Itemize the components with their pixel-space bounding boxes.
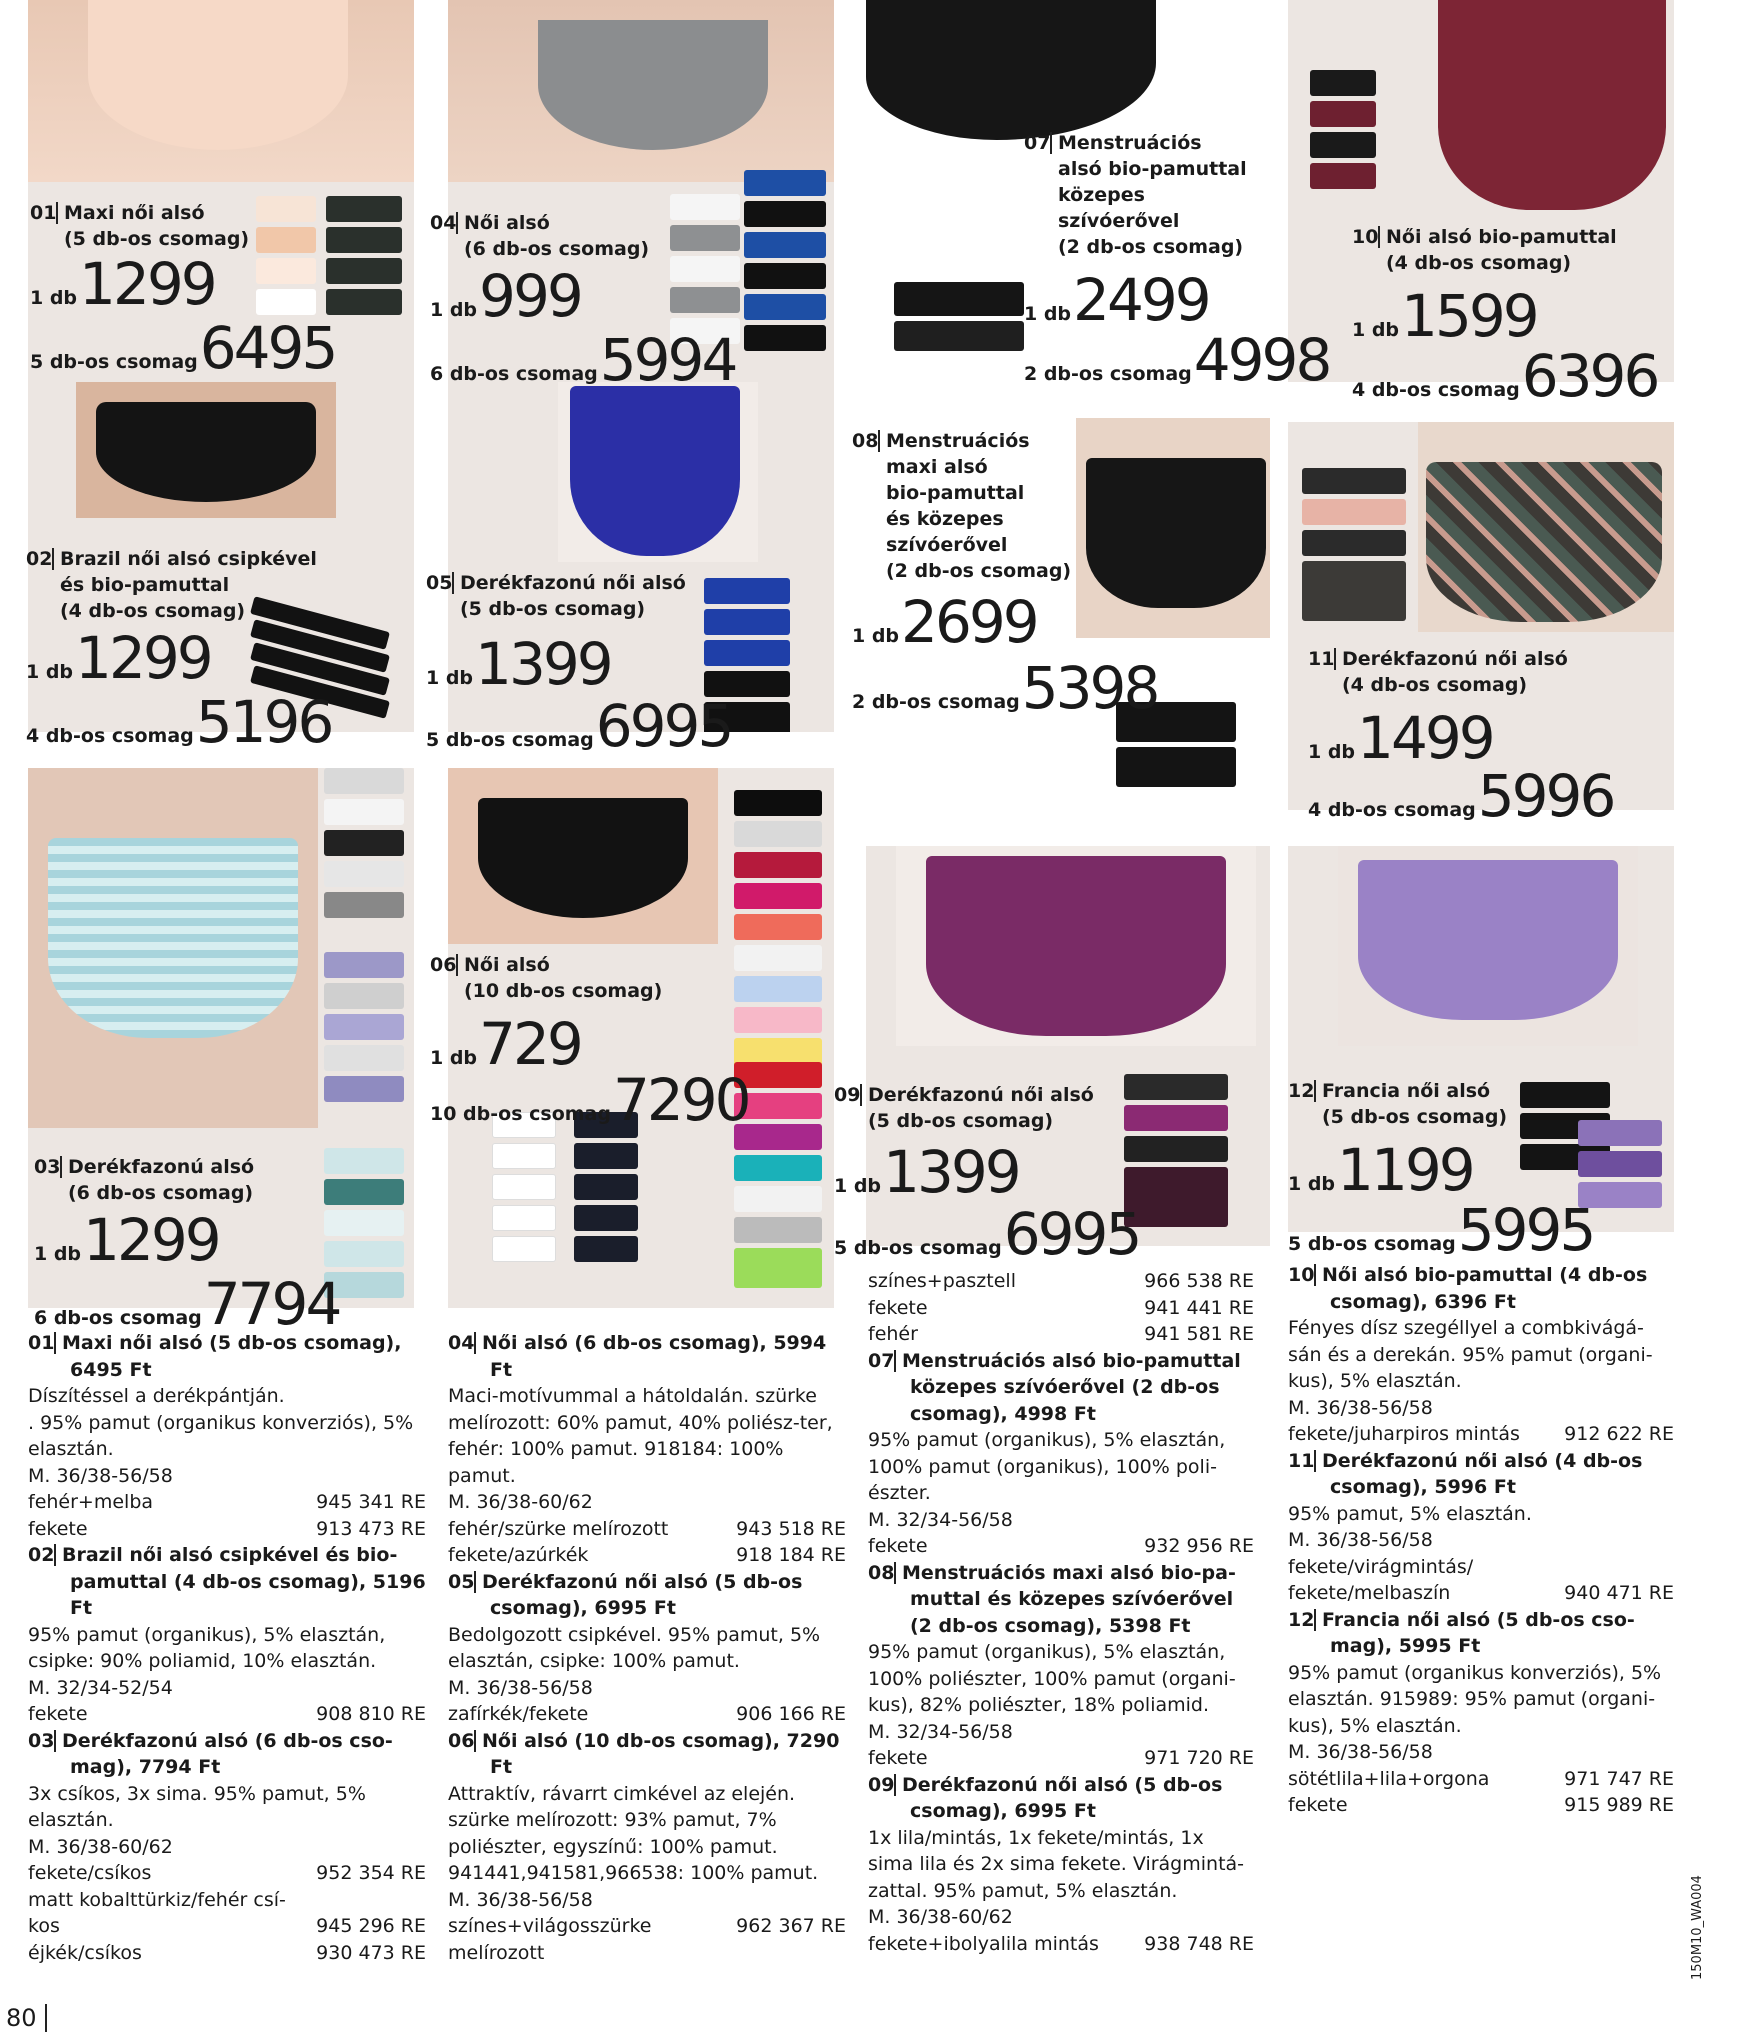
product-number: 12: [1288, 1080, 1315, 1102]
product-title-05: 05 Derékfazonú női alsó (5 db-os csomag): [426, 572, 686, 620]
pack-price-01: [30, 314, 335, 382]
product-number: 11: [1308, 648, 1335, 670]
pack-price-label: 5 db-os csomag: [426, 729, 594, 751]
pack-price-label: 5 db-os csomag: [834, 1237, 1002, 1259]
detail-heading-03: 03 Derékfazonú alsó (6 db-os cso-mag), 7794 Ft: [28, 1729, 393, 1778]
pack-price-value: 5995: [1457, 1196, 1594, 1264]
product-number: 01: [30, 202, 57, 224]
product-title-08: 08 Menstruációs maxi alsó bio-pamuttal és közepes szívóerővel (2 db-os csomag): [852, 430, 1072, 582]
unit-price-12: [1288, 1136, 1473, 1204]
product-photo: [896, 846, 1256, 1046]
pack-image: [744, 170, 826, 356]
product-title-09: 09 Derékfazonú női alsó (5 db-os csomag): [834, 1084, 1094, 1132]
unit-price-label: 1 db: [34, 1243, 82, 1265]
detail-text: Maci-motívummal a hátoldalán. szürke melírozott: 60% pamut, 40% poliész-ter, fehér: 100% pamut. 918184: 100% pamut.: [448, 1385, 833, 1487]
detail-text: M. 36/38-56/58: [448, 1888, 593, 1911]
variant-row: fekete 915 989 RE: [1288, 1794, 1674, 1816]
product-number: 08: [852, 430, 879, 452]
pack-price-07: [1024, 326, 1329, 394]
unit-price-label: 1 db: [852, 625, 900, 647]
product-photo: [558, 382, 758, 562]
pack-image: [324, 952, 404, 1107]
product-photo: [28, 768, 318, 1128]
pack-price-11: [1308, 762, 1613, 830]
variant-row: fekete/juharpiros mintás 912 622 RE: [1288, 1423, 1674, 1445]
detail-text: M. 36/38-56/58: [1288, 1741, 1433, 1763]
variant-row: fekete+ibolyalila mintás 938 748 RE: [868, 1932, 1254, 1955]
pack-image: [1302, 468, 1406, 626]
product-title-07: 07 Menstruációs alsó bio-pamuttal közepes szívóerővel (2 db-os csomag): [1024, 132, 1247, 258]
detail-text: M. 32/34-52/54: [28, 1676, 173, 1699]
unit-price-label: 1 db: [1308, 741, 1356, 763]
unit-price-label: 1 db: [1288, 1173, 1336, 1195]
unit-price-value: 2499: [1073, 266, 1209, 334]
product-number: 06: [430, 954, 457, 976]
pack-price-value: 5196: [195, 688, 332, 756]
pack-price-label: 6 db-os csomag: [430, 363, 598, 385]
detail-text: M. 36/38-60/62: [448, 1491, 593, 1513]
detail-text: M. 36/38-56/58: [448, 1676, 593, 1699]
unit-price-label: 1 db: [426, 667, 474, 689]
pack-price-12: [1288, 1196, 1593, 1264]
pack-price-value: 6995: [1003, 1200, 1140, 1268]
unit-price-value: 1399: [883, 1138, 1019, 1206]
detail-text: Attraktív, rávarrt cimkével az elején. szürke melírozott: 93% pamut, 7% poliészter, egyszínű: 100% pamut. 941441,941581,966538: 100% pamut.: [448, 1782, 819, 1884]
unit-price-value: 2699: [901, 588, 1037, 656]
product-photo: [28, 0, 414, 182]
detail-heading-07: 07 Menstruációs alsó bio-pamuttal közepes szívóerővel (2 db-os csomag), 4998 Ft: [868, 1349, 1241, 1425]
detail-text: 95% pamut (organikus), 5% elasztán, 100% poliészter, 100% pamut (organi-kus), 82% poliészter, 18% poliamid.: [868, 1641, 1236, 1716]
pack-price-value: 6495: [199, 314, 336, 382]
pack-price-value: 4998: [1193, 326, 1330, 394]
unit-price-value: 1399: [475, 630, 611, 698]
detail-text: Fényes dísz szegéllyel a combkivágá-sán és a derekán. 95% pamut (organi-kus), 5% elasztán.: [1288, 1317, 1653, 1392]
detail-column-2: [448, 1330, 846, 1966]
variant-row: fekete/azúrkék 918 184 RE: [448, 1544, 846, 1566]
variant-row: kos 945 296 RE: [28, 1915, 426, 1937]
unit-price-value: 1599: [1401, 282, 1537, 350]
pack-price-label: 6 db-os csomag: [34, 1307, 202, 1329]
unit-price-08: [852, 588, 1037, 656]
pack-image: [734, 790, 822, 1083]
pack-price-value: 6396: [1521, 342, 1658, 410]
variant-row: fehér 941 581 RE: [868, 1323, 1254, 1345]
page-number: 80: [6, 2004, 47, 2032]
pack-image: [894, 282, 1024, 356]
product-title-02: 02 Brazil női alsó csipkével és bio-pamuttal (4 db-os csomag): [26, 548, 317, 622]
variant-row: fekete 932 956 RE: [868, 1535, 1254, 1557]
unit-price-value: 729: [479, 1010, 581, 1078]
pack-price-10: [1352, 342, 1657, 410]
pack-price-value: 5994: [599, 326, 736, 394]
pack-price-label: 2 db-os csomag: [852, 691, 1020, 713]
variant-row: fekete/csíkos 952 354 RE: [28, 1862, 426, 1884]
unit-price-label: 1 db: [1352, 319, 1400, 341]
product-photo: [448, 0, 834, 182]
catalog-code: 150M10_WA004: [1690, 1875, 1705, 1980]
detail-heading-11: 11 Derékfazonú női alsó (4 db-os csomag), 5996 Ft: [1288, 1449, 1643, 1498]
detail-heading-10: 10 Női alsó bio-pamuttal (4 db-os csomag), 6396 Ft: [1288, 1264, 1648, 1313]
unit-price-value: 1199: [1337, 1136, 1473, 1204]
variant-row: fekete/melbaszín 940 471 RE: [1288, 1582, 1674, 1604]
variant-row: fehér/szürke melírozott 943 518 RE: [448, 1517, 846, 1540]
variant-row: színes+világosszürke melírozott 962 367 RE: [448, 1915, 846, 1964]
product-number: 05: [426, 572, 453, 594]
pack-image: [574, 1112, 638, 1267]
product-number: 04: [430, 212, 457, 234]
pack-price-05: [426, 692, 731, 760]
detail-text: 1x lila/mintás, 1x fekete/mintás, 1x sima lila és 2x sima fekete. Virágmintá-zattal. 95% pamut, 5% elasztán.: [868, 1826, 1245, 1902]
pack-price-04: [430, 326, 735, 394]
pack-price-value: 5996: [1477, 762, 1614, 830]
detail-column-1: [28, 1330, 426, 1966]
pack-image: [324, 768, 404, 923]
detail-text: M. 36/38-60/62: [868, 1906, 1013, 1928]
pack-price-value: 5398: [1021, 654, 1158, 722]
variant-row: fehér+melba 945 341 RE: [28, 1491, 426, 1513]
detail-text: M. 36/38-60/62: [28, 1835, 173, 1858]
product-title-06: 06 Női alsó (10 db-os csomag): [430, 954, 663, 1002]
product-photo: [448, 768, 718, 944]
product-photo: [1338, 846, 1638, 1046]
variant-row: színes+pasztell 966 538 RE: [868, 1270, 1254, 1292]
detail-text: 95% pamut, 5% elasztán.: [1288, 1502, 1532, 1525]
detail-text: 95% pamut (organikus), 5% elasztán, csipke: 90% poliamid, 10% elasztán.: [28, 1623, 386, 1672]
detail-text: 3x csíkos, 3x sima. 95% pamut, 5% elasztán.: [28, 1782, 366, 1831]
pack-price-08: [852, 654, 1157, 722]
product-title-12: 12 Francia női alsó (5 db-os csomag): [1288, 1080, 1508, 1128]
unit-price-10: [1352, 282, 1537, 350]
product-title-03: 03 Derékfazonú alsó (6 db-os csomag): [34, 1156, 255, 1204]
detail-heading-09: 09 Derékfazonú női alsó (5 db-os csomag), 6995 Ft: [868, 1773, 1223, 1822]
unit-price-value: 1499: [1357, 704, 1493, 772]
unit-price-label: 1 db: [1024, 303, 1072, 325]
pack-price-value: 6995: [595, 692, 732, 760]
detail-text: 95% pamut (organikus konverziós), 5% elasztán. 915989: 95% pamut (organi-kus), 5% elasztán.: [1288, 1661, 1662, 1737]
pack-price-label: 4 db-os csomag: [1308, 799, 1476, 821]
detail-heading-04: 04 Női alsó (6 db-os csomag), 5994 Ft: [448, 1332, 827, 1381]
pack-price-06: [430, 1066, 749, 1134]
pack-price-label: 5 db-os csomag: [1288, 1233, 1456, 1255]
variant-row: sötétlila+lila+orgona 971 747 RE: [1288, 1767, 1674, 1790]
unit-price-label: 1 db: [834, 1175, 882, 1197]
detail-heading-02: 02 Brazil női alsó csipkével és bio-pamuttal (4 db-os csomag), 5196 Ft: [28, 1544, 426, 1619]
detail-text: M. 36/38-56/58: [28, 1464, 173, 1487]
unit-price-03: [34, 1206, 219, 1274]
product-title-04: 04 Női alsó (6 db-os csomag): [430, 212, 650, 260]
pack-price-02: [26, 688, 331, 756]
detail-heading-08: 08 Menstruációs maxi alsó bio-pa-muttal és közepes szívóerővel (2 db-os csomag), 5398 Ft: [868, 1561, 1236, 1637]
unit-price-05: [426, 630, 611, 698]
detail-text: M. 32/34-56/58: [868, 1508, 1013, 1531]
unit-price-04: [430, 262, 581, 330]
pack-price-09: [834, 1200, 1139, 1268]
pack-price-label: 2 db-os csomag: [1024, 363, 1192, 385]
unit-price-09: [834, 1138, 1019, 1206]
product-number: 10: [1352, 226, 1379, 248]
pack-price-03: [34, 1270, 339, 1338]
variant-row: fekete 913 473 RE: [28, 1517, 426, 1540]
product-number: 09: [834, 1084, 861, 1106]
product-title-01: 01 Maxi női alsó (5 db-os csomag): [30, 202, 250, 250]
pack-price-label: 4 db-os csomag: [1352, 379, 1520, 401]
detail-heading-06: 06 Női alsó (10 db-os csomag), 7290 Ft: [448, 1729, 840, 1778]
variant-row: fekete 971 720 RE: [868, 1747, 1254, 1769]
detail-text: Bedolgozott csipkével. 95% pamut, 5% elasztán, csipke: 100% pamut.: [448, 1623, 821, 1672]
variant-row: fekete 908 810 RE: [28, 1703, 426, 1725]
unit-price-label: 1 db: [430, 1047, 478, 1069]
product-photo: [76, 382, 336, 518]
pack-price-value: 7290: [612, 1066, 749, 1134]
detail-text: matt kobalttürkiz/fehér csí-: [28, 1888, 286, 1911]
detail-text: M. 36/38-56/58: [1288, 1529, 1433, 1551]
unit-price-label: 1 db: [30, 287, 78, 309]
variant-row: fekete 941 441 RE: [868, 1296, 1254, 1319]
unit-price-01: [30, 250, 215, 318]
product-number: 02: [26, 548, 53, 570]
pack-price-value: 7794: [203, 1270, 340, 1338]
detail-text: . 95% pamut (organikus konverziós), 5% elasztán.: [28, 1411, 414, 1460]
product-number: 07: [1024, 132, 1051, 154]
detail-text: 95% pamut (organikus), 5% elasztán, 100% pamut (organikus), 100% poli-észter.: [868, 1429, 1226, 1504]
product-photo: [1418, 422, 1674, 632]
detail-heading-12: 12 Francia női alsó (5 db-os cso-mag), 5995 Ft: [1288, 1608, 1635, 1657]
unit-price-value: 1299: [79, 250, 215, 318]
unit-price-value: 1299: [83, 1206, 219, 1274]
variant-row: éjkék/csíkos 930 473 RE: [28, 1941, 426, 1964]
detail-heading-01: 01 Maxi női alsó (5 db-os csomag), 6495 Ft: [28, 1332, 402, 1381]
unit-price-07: [1024, 266, 1209, 334]
pack-image: [492, 1112, 556, 1267]
product-title-11: 11 Derékfazonú női alsó (4 db-os csomag): [1308, 648, 1568, 696]
pack-price-label: 10 db-os csomag: [430, 1103, 611, 1125]
unit-price-label: 1 db: [26, 661, 74, 683]
variant-row: zafírkék/fekete 906 166 RE: [448, 1703, 846, 1725]
unit-price-label: 1 db: [430, 299, 478, 321]
detail-column-4: [1288, 1262, 1674, 1819]
pack-price-label: 5 db-os csomag: [30, 351, 198, 373]
detail-heading-05: 05 Derékfazonú női alsó (5 db-os csomag), 6995 Ft: [448, 1570, 803, 1619]
pack-price-label: 4 db-os csomag: [26, 725, 194, 747]
detail-text: fekete/virágmintás/: [1288, 1555, 1474, 1578]
product-number: 03: [34, 1156, 61, 1178]
detail-text: M. 36/38-56/58: [1288, 1396, 1433, 1419]
product-title-10: 10 Női alsó bio-pamuttal (4 db-os csomag): [1352, 226, 1617, 274]
detail-text: Díszítéssel a derékpántján.: [28, 1385, 285, 1407]
detail-column-3: [868, 1268, 1254, 1957]
unit-price-value: 1299: [75, 624, 211, 692]
detail-text: M. 32/34-56/58: [868, 1720, 1013, 1743]
unit-price-02: [26, 624, 211, 692]
unit-price-value: 999: [479, 262, 581, 330]
